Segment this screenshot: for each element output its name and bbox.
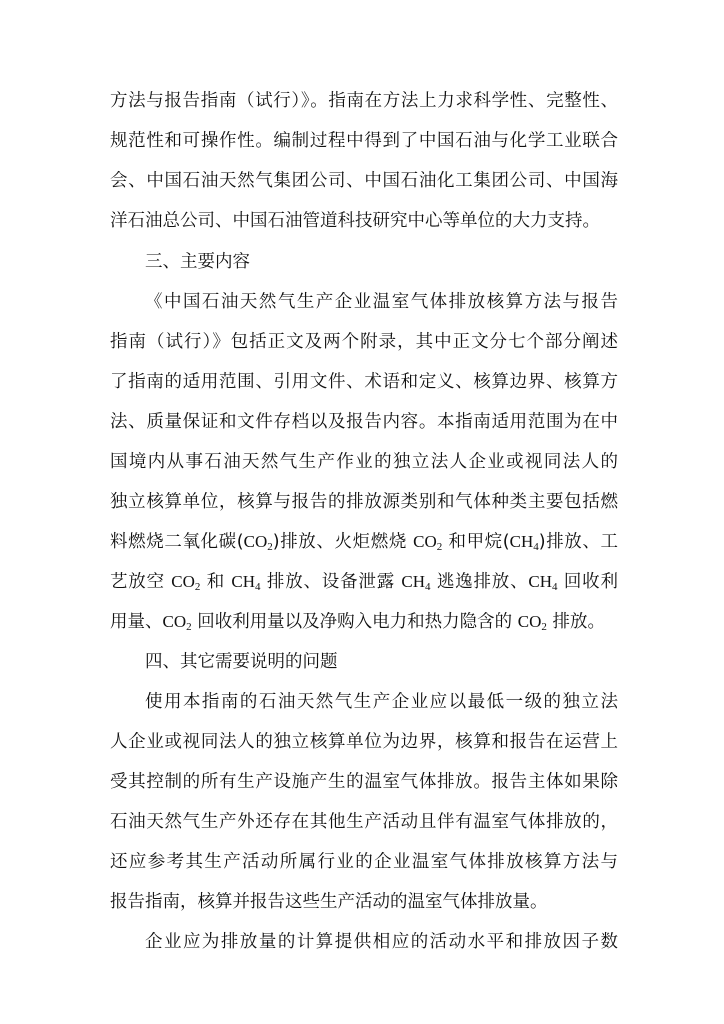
formula-subscript: 2 <box>186 621 192 633</box>
paragraph-1-line-4: 洋石油总公司、中国石油管道科技研究中心等单位的大力支持。 <box>110 211 600 231</box>
formula-co2 <box>413 532 442 551</box>
formula-base: CH <box>231 572 256 591</box>
paragraph-2-line-4: 法、质量保证和文件存档以及报告内容。本指南适用范围为在中 <box>110 412 618 432</box>
formula-base: CO <box>243 532 268 551</box>
text-segment: 和甲烷( <box>442 532 510 552</box>
text-segment: 和 <box>200 572 232 592</box>
paragraph-2-line-6: 独立核算单位，核算与报告的排放源类别和气体种类主要包括燃 <box>110 492 618 512</box>
formula-ch4 <box>510 532 539 551</box>
section-heading-other-issues: 四、其它需要说明的问题 <box>145 652 338 672</box>
paragraph-3-line-2: 人企业或视同法人的独立核算单位为边界，核算和报告在运营上 <box>110 732 618 752</box>
formula-subscript: 2 <box>267 541 273 553</box>
text-segment: 用量、 <box>110 612 163 632</box>
formula-base: CH <box>528 572 553 591</box>
paragraph-2-line-1: 《中国石油天然气生产企业温室气体排放核算方法与报告 <box>145 292 618 312</box>
text-segment: 回收利用量以及净购入电力和热力隐含的 <box>191 612 518 632</box>
text-segment: 料燃烧二氧化碳( <box>110 532 244 552</box>
formula-base: CO <box>162 612 187 631</box>
text-segment: 排放、设备泄露 <box>260 572 402 592</box>
formula-base: CO <box>413 532 437 551</box>
formula-base: CH <box>401 572 426 591</box>
paragraph-2-line-7 <box>110 522 618 562</box>
text-segment: )排放、火炬燃烧 <box>272 532 414 552</box>
formula-subscript: 2 <box>541 621 547 633</box>
formula-base: CO <box>171 572 195 591</box>
section-heading-main-content: 三、主要内容 <box>145 252 250 272</box>
text-segment: 艺放空 <box>110 572 172 592</box>
formula-co2 <box>518 612 547 631</box>
paragraph-2-line-3: 了指南的适用范围、引用文件、术语和定义、核算边界、核算方 <box>110 372 618 392</box>
text-segment: )排放、工 <box>538 532 619 552</box>
formula-subscript: 2 <box>194 581 201 593</box>
paragraph-2-line-8 <box>110 562 618 602</box>
formula-subscript: 4 <box>552 581 558 593</box>
formula-co2 <box>171 572 200 591</box>
paragraph-2-line-9 <box>110 602 618 642</box>
formula-subscript: 2 <box>436 541 443 553</box>
formula-base: CO <box>517 612 542 631</box>
text-segment: 回收利 <box>557 572 618 592</box>
formula-ch4 <box>231 572 260 591</box>
formula-subscript: 4 <box>533 541 539 553</box>
paragraph-4-line-1: 企业应为排放量的计算提供相应的活动水平和排放因子数 <box>145 932 618 952</box>
formula-co2 <box>244 532 273 551</box>
paragraph-1-line-3: 会、中国石油天然气集团公司、中国石油化工集团公司、中国海 <box>110 171 618 191</box>
paragraph-3-line-4: 石油天然气生产外还存在其他生产活动且伴有温室气体排放的， <box>110 812 618 832</box>
text-segment: 逃逸排放、 <box>430 572 529 592</box>
formula-ch4 <box>401 572 430 591</box>
paragraph-1-line-2: 规范性和可操作性。编制过程中得到了中国石油与化学工业联合 <box>110 131 618 151</box>
formula-base: CH <box>509 532 534 551</box>
paragraph-1-line-1: 方法与报告指南（试行）》。指南在方法上力求科学性、完整性、 <box>110 91 618 111</box>
paragraph-2-line-2: 指南（试行）》包括正文及两个附录，其中正文分七个部分阐述 <box>110 332 618 352</box>
paragraph-2-line-5: 国境内从事石油天然气生产作业的独立法人企业或视同法人的 <box>110 452 618 472</box>
paragraph-3-line-5: 还应参考其生产活动所属行业的企业温室气体排放核算方法与 <box>110 852 618 872</box>
formula-subscript: 4 <box>425 581 431 593</box>
text-segment: 排放。 <box>546 612 605 632</box>
formula-ch4 <box>528 572 557 591</box>
formula-subscript: 4 <box>255 581 261 593</box>
paragraph-3-line-1: 使用本指南的石油天然气生产企业应以最低一级的独立法 <box>145 692 618 712</box>
formula-co2 <box>163 612 192 631</box>
paragraph-3-line-3: 受其控制的所有生产设施产生的温室气体排放。报告主体如果除 <box>110 772 618 792</box>
paragraph-3-line-6: 报告指南，核算并报告这些生产活动的温室气体排放量。 <box>110 892 548 912</box>
